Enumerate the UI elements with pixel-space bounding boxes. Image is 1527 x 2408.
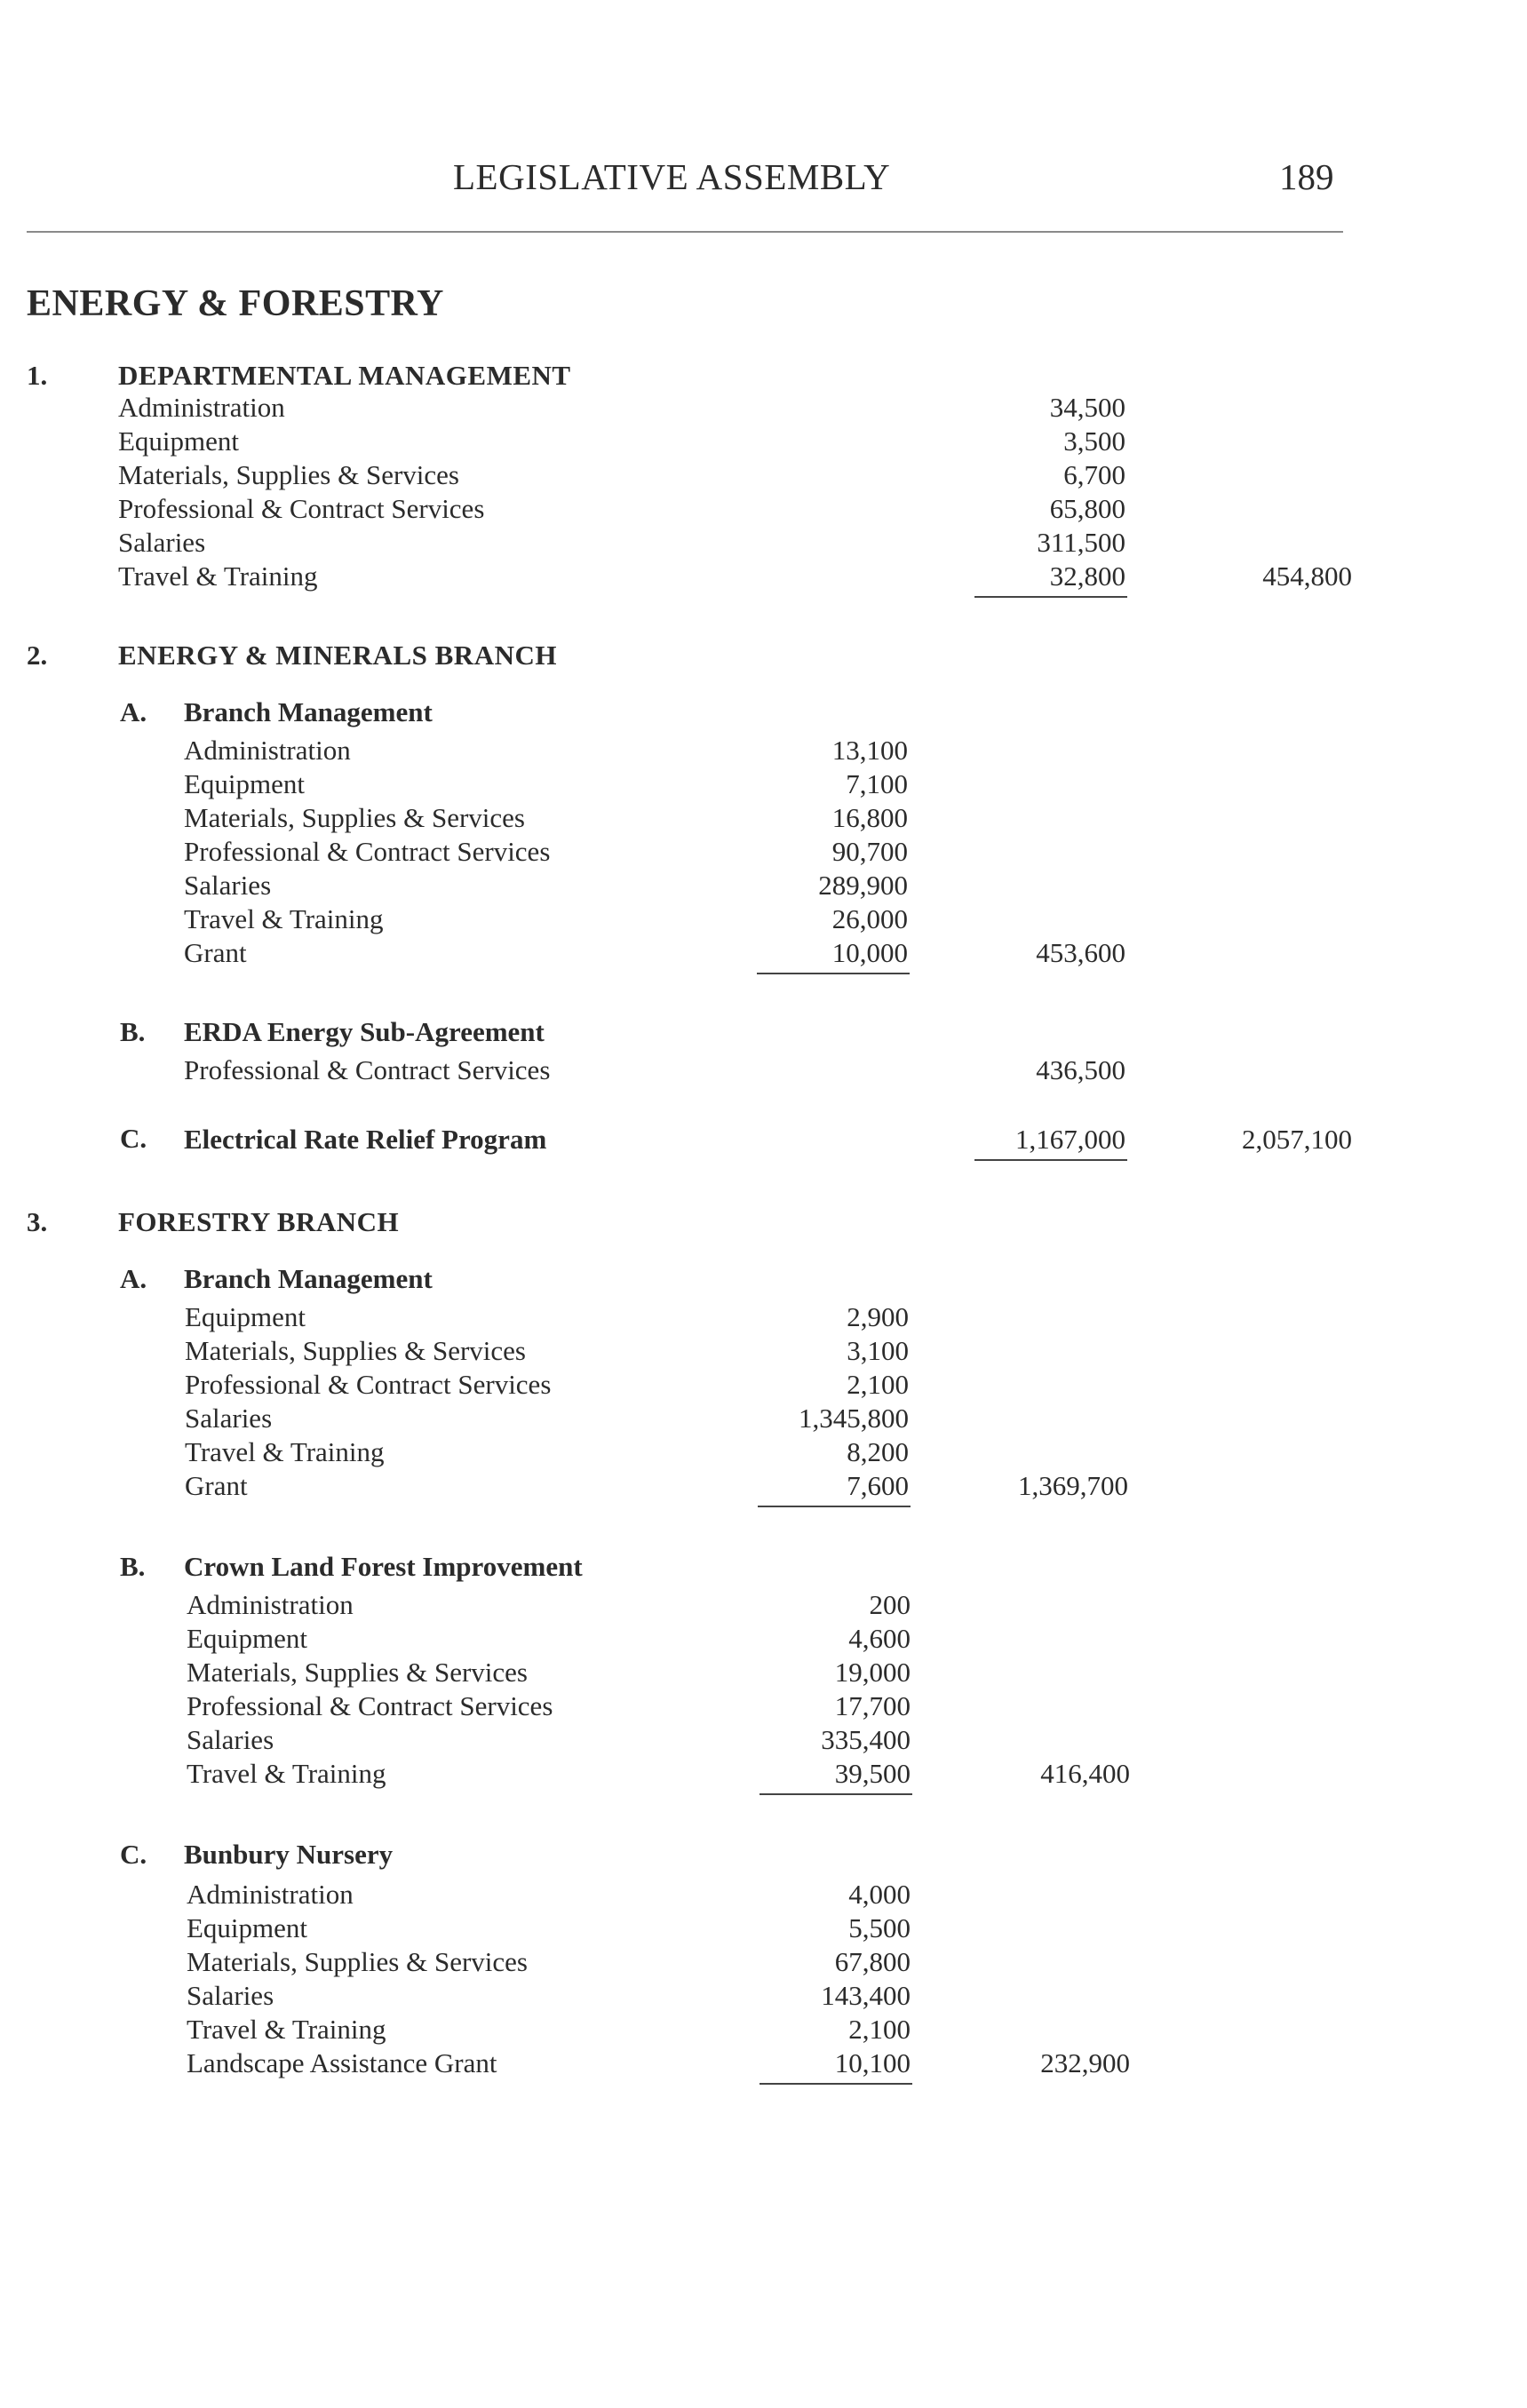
line-amount: 10,100	[834, 2047, 911, 2078]
line-item	[184, 734, 688, 767]
line-label: Grant	[185, 1470, 253, 1501]
line-label: Materials, Supplies & Services	[187, 1657, 533, 1688]
line-amount: 143,400	[821, 1980, 911, 2011]
line-label: Travel & Training	[185, 1436, 390, 1467]
line-item	[187, 1945, 691, 1979]
line-item	[187, 2013, 691, 2046]
line-amount: 26,000	[831, 903, 908, 934]
line-label: Travel & Training	[118, 560, 323, 592]
line-item	[185, 1435, 689, 1469]
line-label: Salaries	[184, 870, 276, 901]
line-item	[184, 801, 688, 835]
line-amount: 7,100	[846, 768, 908, 799]
line-amount: 90,700	[831, 836, 908, 867]
line-item	[118, 391, 913, 425]
subsection-3b-subtotal: 416,400	[1040, 1758, 1130, 1789]
line-label: Salaries	[185, 1403, 277, 1434]
line-item	[184, 936, 688, 970]
line-item	[118, 425, 913, 458]
line-amount: 289,900	[818, 870, 908, 901]
section-1-number: 1.	[27, 360, 48, 391]
line-amount: 19,000	[834, 1657, 911, 1688]
subsection-2c-title: Electrical Rate Relief Program	[184, 1124, 552, 1155]
line-amount: 65,800	[1049, 493, 1125, 524]
section-2-title: ENERGY & MINERALS BRANCH	[118, 640, 557, 671]
line-label: Materials, Supplies & Services	[118, 459, 465, 490]
subsection-3a-subtotal: 1,369,700	[1018, 1470, 1128, 1501]
line-amount: 5,500	[848, 1912, 911, 1943]
line-label: Professional & Contract Services	[184, 1054, 555, 1085]
subtotal-rule	[760, 2083, 912, 2085]
line-amount: 7,600	[847, 1470, 909, 1501]
line-item	[118, 492, 913, 526]
line-label: Salaries	[118, 527, 211, 558]
line-label: Professional & Contract Services	[187, 1690, 558, 1721]
subsection-2c-letter: C.	[120, 1123, 147, 1154]
line-amount: 4,600	[848, 1623, 911, 1654]
line-label: Equipment	[184, 768, 310, 799]
line-label: Administration	[184, 735, 356, 766]
subtotal-rule	[974, 1159, 1127, 1161]
section-2-total: 2,057,100	[1242, 1124, 1352, 1155]
line-label: Equipment	[118, 425, 244, 457]
line-item	[184, 767, 688, 801]
subsection-2b-letter: B.	[120, 1016, 146, 1047]
page-title: LEGISLATIVE ASSEMBLY	[453, 156, 891, 197]
line-item	[187, 2046, 691, 2080]
line-label: Salaries	[187, 1724, 279, 1755]
line-amount: 2,100	[848, 2014, 911, 2045]
line-amount: 17,700	[834, 1690, 911, 1721]
line-item	[187, 1689, 691, 1723]
line-label: Professional & Contract Services	[184, 836, 555, 867]
line-amount: 39,500	[834, 1758, 911, 1789]
line-item	[187, 1757, 691, 1791]
line-item	[187, 1723, 691, 1757]
line-item	[185, 1402, 689, 1435]
line-label: Salaries	[187, 1980, 279, 2011]
subtotal-rule	[974, 596, 1127, 598]
section-1-total: 454,800	[1262, 560, 1352, 592]
line-label: Administration	[187, 1879, 359, 1910]
line-amount: 34,500	[1049, 392, 1125, 423]
line-amount: 2,100	[847, 1369, 909, 1400]
department-title: ENERGY & FORESTRY	[27, 283, 444, 324]
subsection-2a-letter: A.	[120, 696, 147, 727]
line-label: Travel & Training	[187, 2014, 392, 2045]
subsection-2a-subtotal: 453,600	[1036, 937, 1125, 968]
subtotal-rule	[760, 1793, 912, 1795]
line-item	[184, 1053, 914, 1087]
subtotal-rule	[757, 973, 910, 974]
line-amount: 6,700	[1063, 459, 1125, 490]
line-item	[187, 1979, 691, 2013]
line-label: Professional & Contract Services	[185, 1369, 556, 1400]
line-label: Equipment	[187, 1912, 313, 1943]
line-amount: 311,500	[1037, 527, 1125, 558]
line-amount: 200	[869, 1589, 911, 1620]
line-label: Grant	[184, 937, 252, 968]
subsection-2a-title: Branch Management	[184, 696, 433, 727]
line-amount: 8,200	[847, 1436, 909, 1467]
line-amount: 436,500	[1036, 1054, 1125, 1085]
subtotal-rule	[758, 1506, 911, 1507]
line-amount: 67,800	[834, 1946, 911, 1977]
section-2-number: 2.	[27, 640, 48, 671]
line-item	[187, 1588, 691, 1622]
line-label: Professional & Contract Services	[118, 493, 489, 524]
line-amount: 16,800	[831, 802, 908, 833]
line-item	[185, 1469, 689, 1503]
subsection-2b-title: ERDA Energy Sub-Agreement	[184, 1016, 545, 1047]
line-item	[118, 526, 913, 560]
section-3-title: FORESTRY BRANCH	[118, 1206, 400, 1237]
line-item	[187, 1656, 691, 1689]
line-amount: 4,000	[848, 1879, 911, 1910]
subsection-3c-title: Bunbury Nursery	[184, 1839, 394, 1870]
line-item	[185, 1368, 689, 1402]
line-amount: 2,900	[847, 1301, 909, 1332]
line-label: Travel & Training	[184, 903, 389, 934]
line-item	[118, 458, 913, 492]
line-label: Administration	[118, 392, 290, 423]
line-amount: 3,100	[847, 1335, 909, 1366]
subsection-3c-subtotal: 232,900	[1040, 2047, 1130, 2078]
line-amount: 32,800	[1049, 560, 1125, 592]
line-label: Equipment	[187, 1623, 313, 1654]
subsection-3a-letter: A.	[120, 1263, 147, 1294]
line-item	[118, 560, 913, 593]
line-label: Materials, Supplies & Services	[184, 802, 530, 833]
line-item	[187, 1911, 691, 1945]
line-amount: 335,400	[821, 1724, 911, 1755]
subsection-3b-letter: B.	[120, 1551, 146, 1582]
page-header	[0, 155, 1527, 209]
section-1-title: DEPARTMENTAL MANAGEMENT	[118, 360, 571, 391]
line-item	[185, 1300, 689, 1334]
subsection-3a-title: Branch Management	[184, 1263, 433, 1294]
line-label: Materials, Supplies & Services	[187, 1946, 533, 1977]
line-label: Administration	[187, 1589, 359, 1620]
section-3-number: 3.	[27, 1206, 48, 1237]
line-amount: 10,000	[831, 937, 908, 968]
line-amount: 1,345,800	[799, 1403, 909, 1434]
line-label: Travel & Training	[187, 1758, 392, 1789]
line-item	[187, 1622, 691, 1656]
line-amount: 13,100	[831, 735, 908, 766]
line-amount: 3,500	[1063, 425, 1125, 457]
line-item	[185, 1334, 689, 1368]
line-item	[184, 1123, 914, 1156]
line-item	[187, 1878, 691, 1911]
header-rule	[27, 231, 1343, 233]
line-item	[184, 835, 688, 869]
line-item	[184, 869, 688, 902]
subsection-3c-letter: C.	[120, 1839, 147, 1870]
page-number: 189	[1279, 156, 1334, 197]
subsection-2c-amount: 1,167,000	[1015, 1124, 1125, 1155]
line-label: Landscape Assistance Grant	[187, 2047, 503, 2078]
line-item	[184, 902, 688, 936]
subsection-3b-title: Crown Land Forest Improvement	[184, 1551, 583, 1582]
line-label: Equipment	[185, 1301, 311, 1332]
line-label: Materials, Supplies & Services	[185, 1335, 531, 1366]
